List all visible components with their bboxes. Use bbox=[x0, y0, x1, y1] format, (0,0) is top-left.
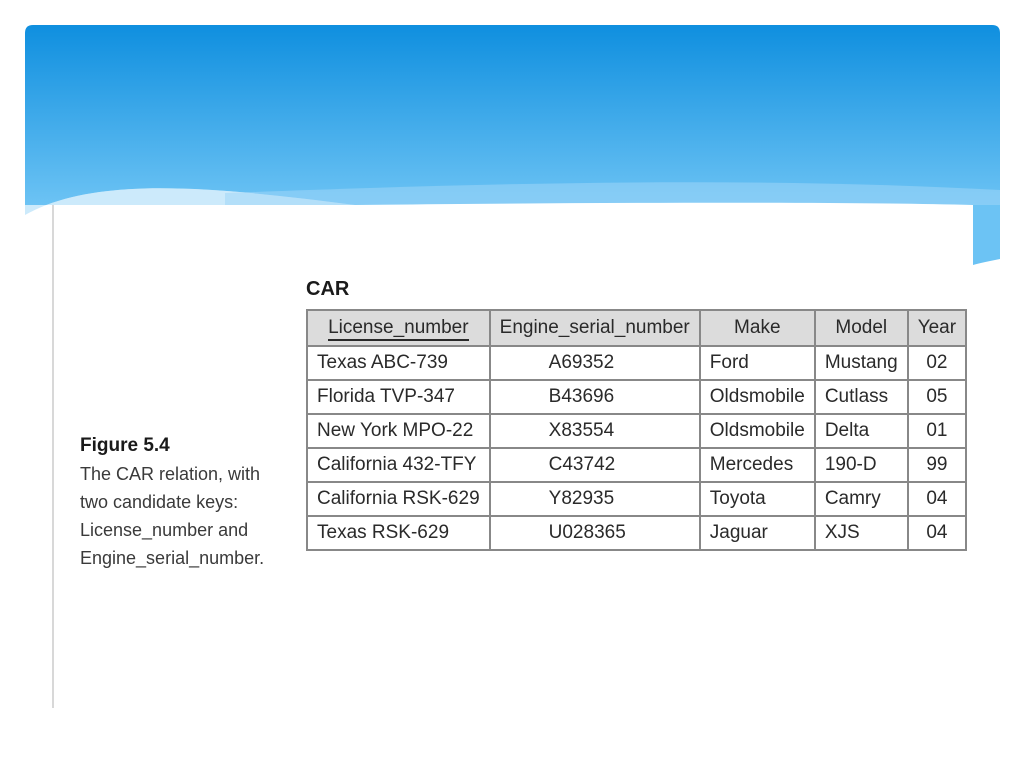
table-row bbox=[307, 482, 966, 516]
cell-make: Jaguar bbox=[700, 516, 815, 550]
cell-make: Toyota bbox=[700, 482, 815, 516]
cell-engine-serial-number: A69352 bbox=[490, 346, 700, 380]
cell-model: Camry bbox=[815, 482, 908, 516]
cell-model: Delta bbox=[815, 414, 908, 448]
table-row bbox=[307, 448, 966, 482]
cell-engine-serial-number: C43742 bbox=[490, 448, 700, 482]
cell-year: 01 bbox=[908, 414, 966, 448]
column-header-year: Year bbox=[908, 310, 966, 346]
table-header-row bbox=[307, 310, 966, 346]
cell-license-number: New York MPO-22 bbox=[307, 414, 490, 448]
figure-caption-text: The CAR relation, with two candidate keys: License_number and Engine_serial_number. bbox=[80, 464, 265, 568]
column-header-make: Make bbox=[700, 310, 815, 346]
table-row bbox=[307, 346, 966, 380]
column-header-label: License_number bbox=[328, 317, 468, 341]
cell-model: Mustang bbox=[815, 346, 908, 380]
cell-make: Oldsmobile bbox=[700, 414, 815, 448]
header-wave-banner bbox=[25, 25, 1000, 265]
cell-model: 190-D bbox=[815, 448, 908, 482]
table-row bbox=[307, 414, 966, 448]
cell-make: Oldsmobile bbox=[700, 380, 815, 414]
cell-engine-serial-number: Y82935 bbox=[490, 482, 700, 516]
column-header-license-number bbox=[307, 310, 490, 346]
cell-license-number: California RSK-629 bbox=[307, 482, 490, 516]
cell-engine-serial-number: B43696 bbox=[490, 380, 700, 414]
cell-license-number: California 432-TFY bbox=[307, 448, 490, 482]
cell-make: Ford bbox=[700, 346, 815, 380]
table-row bbox=[307, 516, 966, 550]
cell-year: 02 bbox=[908, 346, 966, 380]
column-header-model: Model bbox=[815, 310, 908, 346]
cell-license-number: Texas RSK-629 bbox=[307, 516, 490, 550]
cell-license-number: Texas ABC-739 bbox=[307, 346, 490, 380]
cell-year: 04 bbox=[908, 516, 966, 550]
cell-engine-serial-number: X83554 bbox=[490, 414, 700, 448]
cell-license-number: Florida TVP-347 bbox=[307, 380, 490, 414]
relation-title: CAR bbox=[306, 278, 350, 300]
figure-label: Figure 5.4 bbox=[80, 435, 170, 456]
cell-model: Cutlass bbox=[815, 380, 908, 414]
left-divider bbox=[52, 205, 54, 708]
column-header-engine-serial-number: Engine_serial_number bbox=[490, 310, 700, 346]
cell-year: 05 bbox=[908, 380, 966, 414]
cell-engine-serial-number: U028365 bbox=[490, 516, 700, 550]
car-relation-table bbox=[306, 309, 967, 551]
cell-make: Mercedes bbox=[700, 448, 815, 482]
cell-year: 04 bbox=[908, 482, 966, 516]
cell-year: 99 bbox=[908, 448, 966, 482]
cell-model: XJS bbox=[815, 516, 908, 550]
table-row bbox=[307, 380, 966, 414]
figure-caption bbox=[80, 432, 280, 572]
